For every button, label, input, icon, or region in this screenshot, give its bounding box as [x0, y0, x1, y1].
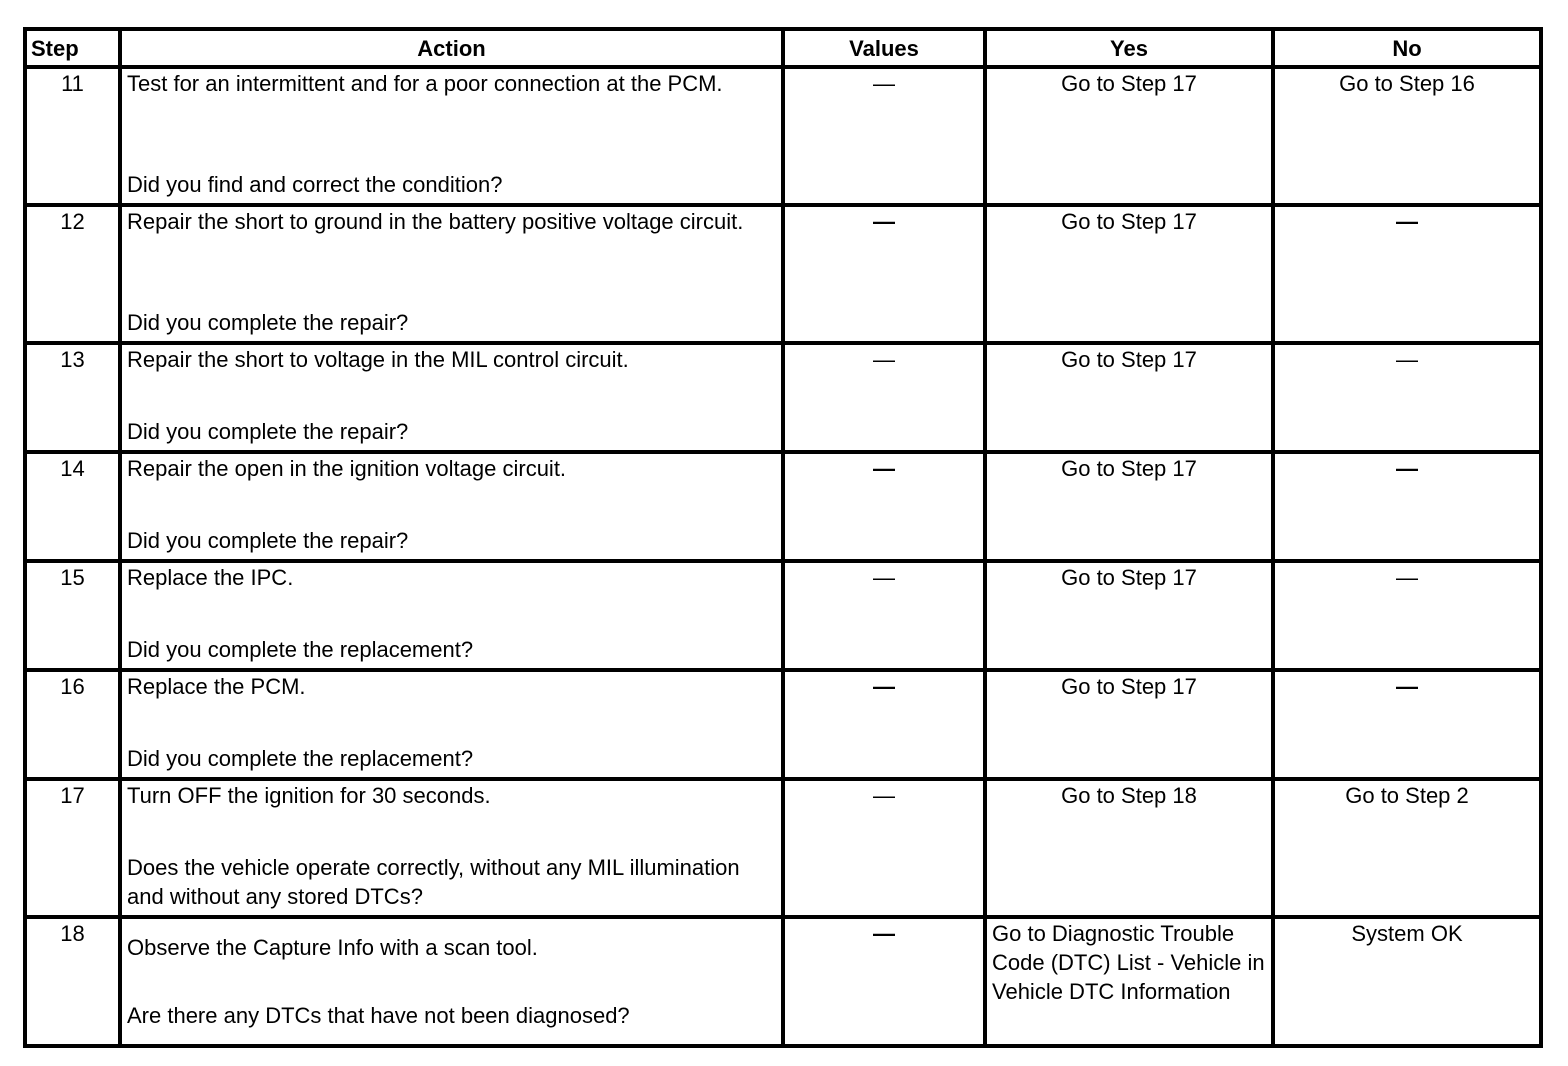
values-cell [783, 67, 985, 205]
header-no: No [1273, 29, 1541, 67]
header-yes: Yes [985, 29, 1273, 67]
no-cell [1273, 452, 1541, 561]
yes-cell: Go to Diagnostic Trouble Code (DTC) List - Vehicle in Vehicle DTC Information [985, 917, 1273, 1046]
yes-cell: Go to Step 17 [985, 205, 1273, 343]
step-number: 15 [25, 561, 120, 670]
action-instruction: Observe the Capture Info with a scan tool. [127, 935, 538, 960]
table-row [25, 670, 1541, 779]
values-cell [783, 917, 985, 1046]
action-question: Did you complete the repair? [127, 419, 409, 444]
step-number: 13 [25, 343, 120, 452]
header-values: Values [783, 29, 985, 67]
action-instruction: Repair the open in the ignition voltage circuit. [127, 456, 567, 481]
action-question: Did you find and correct the condition? [127, 172, 503, 197]
yes-cell: Go to Step 17 [985, 452, 1273, 561]
table-row [25, 343, 1541, 452]
values-text: — [873, 783, 895, 808]
action-question: Does the vehicle operate correctly, without any MIL illumination and without any stored DTCs? [127, 855, 740, 909]
action-cell [120, 205, 783, 343]
action-cell [120, 917, 783, 1046]
yes-cell: Go to Step 17 [985, 67, 1273, 205]
action-instruction: Replace the IPC. [127, 565, 294, 590]
no-cell [1273, 343, 1541, 452]
action-cell [120, 343, 783, 452]
table-row [25, 67, 1541, 205]
values-text: — [873, 209, 895, 234]
no-cell: Go to Step 2 [1273, 779, 1541, 917]
table-row [25, 452, 1541, 561]
action-instruction: Repair the short to voltage in the MIL control circuit. [127, 347, 629, 372]
no-cell [1273, 561, 1541, 670]
header-step: Step [25, 29, 120, 67]
no-text: — [1396, 674, 1418, 699]
action-cell [120, 561, 783, 670]
action-cell [120, 779, 783, 917]
no-text: — [1396, 347, 1418, 372]
action-instruction: Repair the short to ground in the battery positive voltage circuit. [127, 209, 744, 234]
header-row [25, 29, 1541, 67]
table-row [25, 561, 1541, 670]
values-text: — [873, 71, 895, 96]
values-text: — [873, 456, 895, 481]
action-cell [120, 670, 783, 779]
no-cell [1273, 205, 1541, 343]
yes-cell: Go to Step 18 [985, 779, 1273, 917]
no-cell: Go to Step 16 [1273, 67, 1541, 205]
step-number: 12 [25, 205, 120, 343]
step-number: 17 [25, 779, 120, 917]
no-text: — [1396, 565, 1418, 590]
action-question: Did you complete the repair? [127, 310, 409, 335]
action-question: Did you complete the repair? [127, 528, 409, 553]
no-cell: System OK [1273, 917, 1541, 1046]
table-row [25, 205, 1541, 343]
action-cell [120, 452, 783, 561]
action-cell [120, 67, 783, 205]
action-question: Did you complete the replacement? [127, 637, 474, 662]
no-cell [1273, 670, 1541, 779]
action-question: Are there any DTCs that have not been diagnosed? [127, 1003, 630, 1028]
table-row [25, 779, 1541, 917]
values-cell [783, 561, 985, 670]
values-cell [783, 205, 985, 343]
yes-cell: Go to Step 17 [985, 561, 1273, 670]
step-number: 11 [25, 67, 120, 205]
values-cell [783, 343, 985, 452]
header-action: Action [120, 29, 783, 67]
values-text: — [873, 347, 895, 372]
no-text: — [1396, 456, 1418, 481]
diagnostic-table [23, 27, 1543, 1048]
action-instruction: Turn OFF the ignition for 30 seconds. [127, 783, 491, 808]
action-instruction: Replace the PCM. [127, 674, 306, 699]
values-cell [783, 452, 985, 561]
step-number: 14 [25, 452, 120, 561]
values-text: — [873, 674, 895, 699]
yes-cell: Go to Step 17 [985, 670, 1273, 779]
values-text: — [873, 565, 895, 590]
no-text: — [1396, 209, 1418, 234]
values-cell [783, 670, 985, 779]
values-text: — [873, 921, 895, 946]
action-instruction: Test for an intermittent and for a poor connection at the PCM. [127, 71, 723, 96]
step-number: 18 [25, 917, 120, 1046]
yes-cell: Go to Step 17 [985, 343, 1273, 452]
step-number: 16 [25, 670, 120, 779]
action-question: Did you complete the replacement? [127, 746, 474, 771]
values-cell [783, 779, 985, 917]
table-row [25, 917, 1541, 1046]
